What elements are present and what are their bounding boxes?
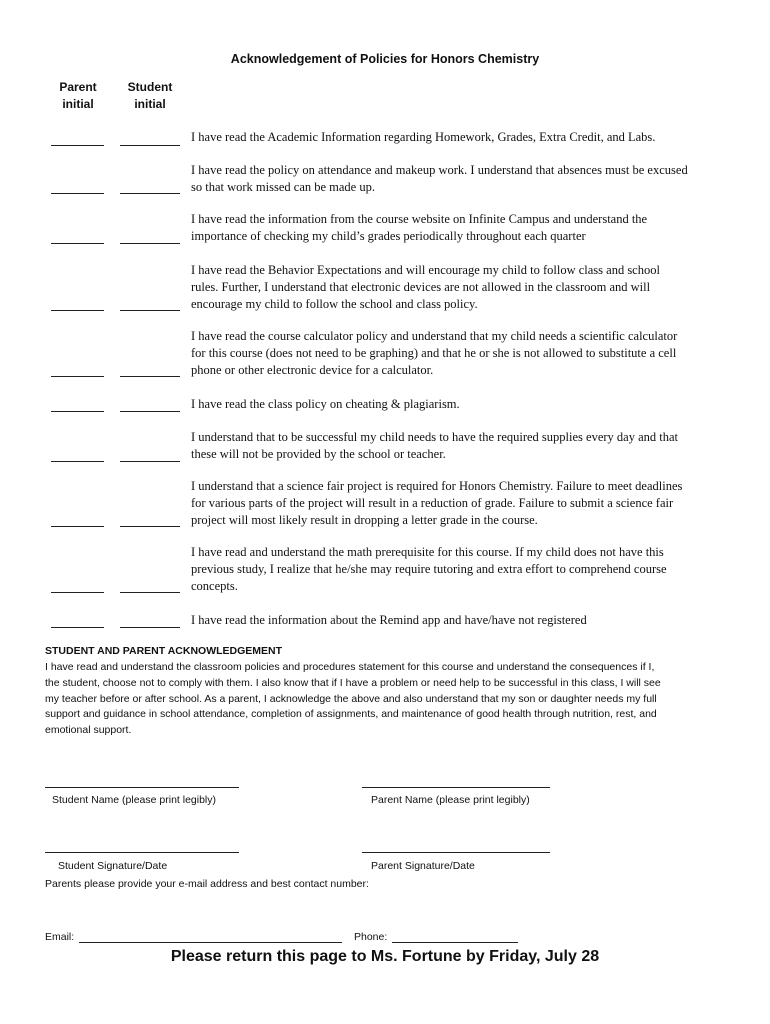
student-initial-blank[interactable] xyxy=(120,243,180,244)
policy-text: I understand that a science fair project is required for Honors Chemistry. Failure to meet deadlines for various parts of the project will result in a reduction of grade. Failure to submit a science fair project will most likely result in dropping a letter grade in the course. xyxy=(191,479,683,527)
policy-text: I understand that to be successful my child needs to have the required supplies every day and that these will not be provided by the school or teacher. xyxy=(191,430,679,461)
student-name-label: Student Name (please print legibly) xyxy=(52,794,217,806)
parent-initial-blank[interactable] xyxy=(51,145,104,146)
parent-initial-blank[interactable] xyxy=(51,526,104,527)
policy-text: I have read the information from the course website on Infinite Campus and understand the importance of checking my child’s grades periodically throughout each quarter xyxy=(191,212,648,243)
parent-initial-blank[interactable] xyxy=(51,243,104,244)
student-initial-blank[interactable] xyxy=(120,592,180,593)
parent-initial-blank[interactable] xyxy=(51,411,104,412)
document-title: Acknowledgement of Policies for Honors Chemistry xyxy=(230,52,540,66)
student-signature-line[interactable] xyxy=(45,852,239,853)
parent-initial-blank[interactable] xyxy=(51,376,104,377)
student-initial-blank[interactable] xyxy=(120,526,180,527)
policy-text: I have read and understand the math prerequisite for this course. If my child does not have this previous study, I realize that he/she may require tutoring and extra effort to comprehend course concepts. xyxy=(191,545,667,593)
student-name-line[interactable] xyxy=(45,787,239,788)
parent-signature-line[interactable] xyxy=(362,852,550,853)
policy-text: I have read the class policy on cheating & plagiarism. xyxy=(191,397,460,411)
policy-text: I have read the Behavior Expectations and will encourage my child to follow class and school rules. Further, I understand that electronic devices are not allowed in the classroom and will encourage my child to follow the school and class policy. xyxy=(191,263,660,311)
email-label: Email: xyxy=(45,931,75,943)
policy-text: I have read the information about the Remind app and have/have not registered xyxy=(191,613,587,627)
acknowledgement-body: I have read and understand the classroom policies and procedures statement for this course and understand the consequences if I, the student, choose not to comply with them. I also know that if I have a problem or need help to be successful in this class, I will see my teacher before or after school. As a parent, I acknowledge the above and also understand that my son or daughter needs my full support and guidance in school attendance, completion of assignments, and maintenance of good health through nutrition, rest, and emotional support. xyxy=(45,661,661,737)
student-initial-header: Student initial xyxy=(127,80,173,111)
student-initial-blank[interactable] xyxy=(120,461,180,462)
phone-label: Phone: xyxy=(354,931,388,943)
contact-prompt: Parents please provide your e-mail address and best contact number: xyxy=(45,878,369,890)
phone-field[interactable] xyxy=(392,942,518,943)
acknowledgement-heading: STUDENT AND PARENT ACKNOWLEDGEMENT xyxy=(45,645,283,657)
policy-text: I have read the Academic Information regarding Homework, Grades, Extra Credit, and Labs. xyxy=(191,130,656,144)
student-initial-blank[interactable] xyxy=(120,145,180,146)
parent-signature-label: Parent Signature/Date xyxy=(371,860,475,872)
student-signature-label: Student Signature/Date xyxy=(58,860,168,872)
parent-initial-blank[interactable] xyxy=(51,461,104,462)
student-initial-blank[interactable] xyxy=(120,310,180,311)
student-initial-blank[interactable] xyxy=(120,376,180,377)
parent-initial-header: Parent initial xyxy=(59,80,97,111)
parent-initial-blank[interactable] xyxy=(51,592,104,593)
parent-initial-blank[interactable] xyxy=(51,627,104,628)
parent-name-label: Parent Name (please print legibly) xyxy=(371,794,530,806)
policy-text: I have read the policy on attendance and makeup work. I understand that absences must be excused so that work missed can be made up. xyxy=(191,163,688,194)
student-initial-blank[interactable] xyxy=(120,411,180,412)
student-initial-blank[interactable] xyxy=(120,627,180,628)
parent-initial-blank[interactable] xyxy=(51,193,104,194)
email-field[interactable] xyxy=(79,942,342,943)
parent-initial-blank[interactable] xyxy=(51,310,104,311)
return-note: Please return this page to Ms. Fortune by Friday, July 28 xyxy=(170,948,600,965)
student-initial-blank[interactable] xyxy=(120,193,180,194)
policy-text: I have read the course calculator policy and understand that my child needs a scientific calculator for this course (does not need to be graphing) and that he or she is not allowed to substitute a cell phone or other electronic device for a calculator. xyxy=(191,329,678,377)
parent-name-line[interactable] xyxy=(362,787,550,788)
